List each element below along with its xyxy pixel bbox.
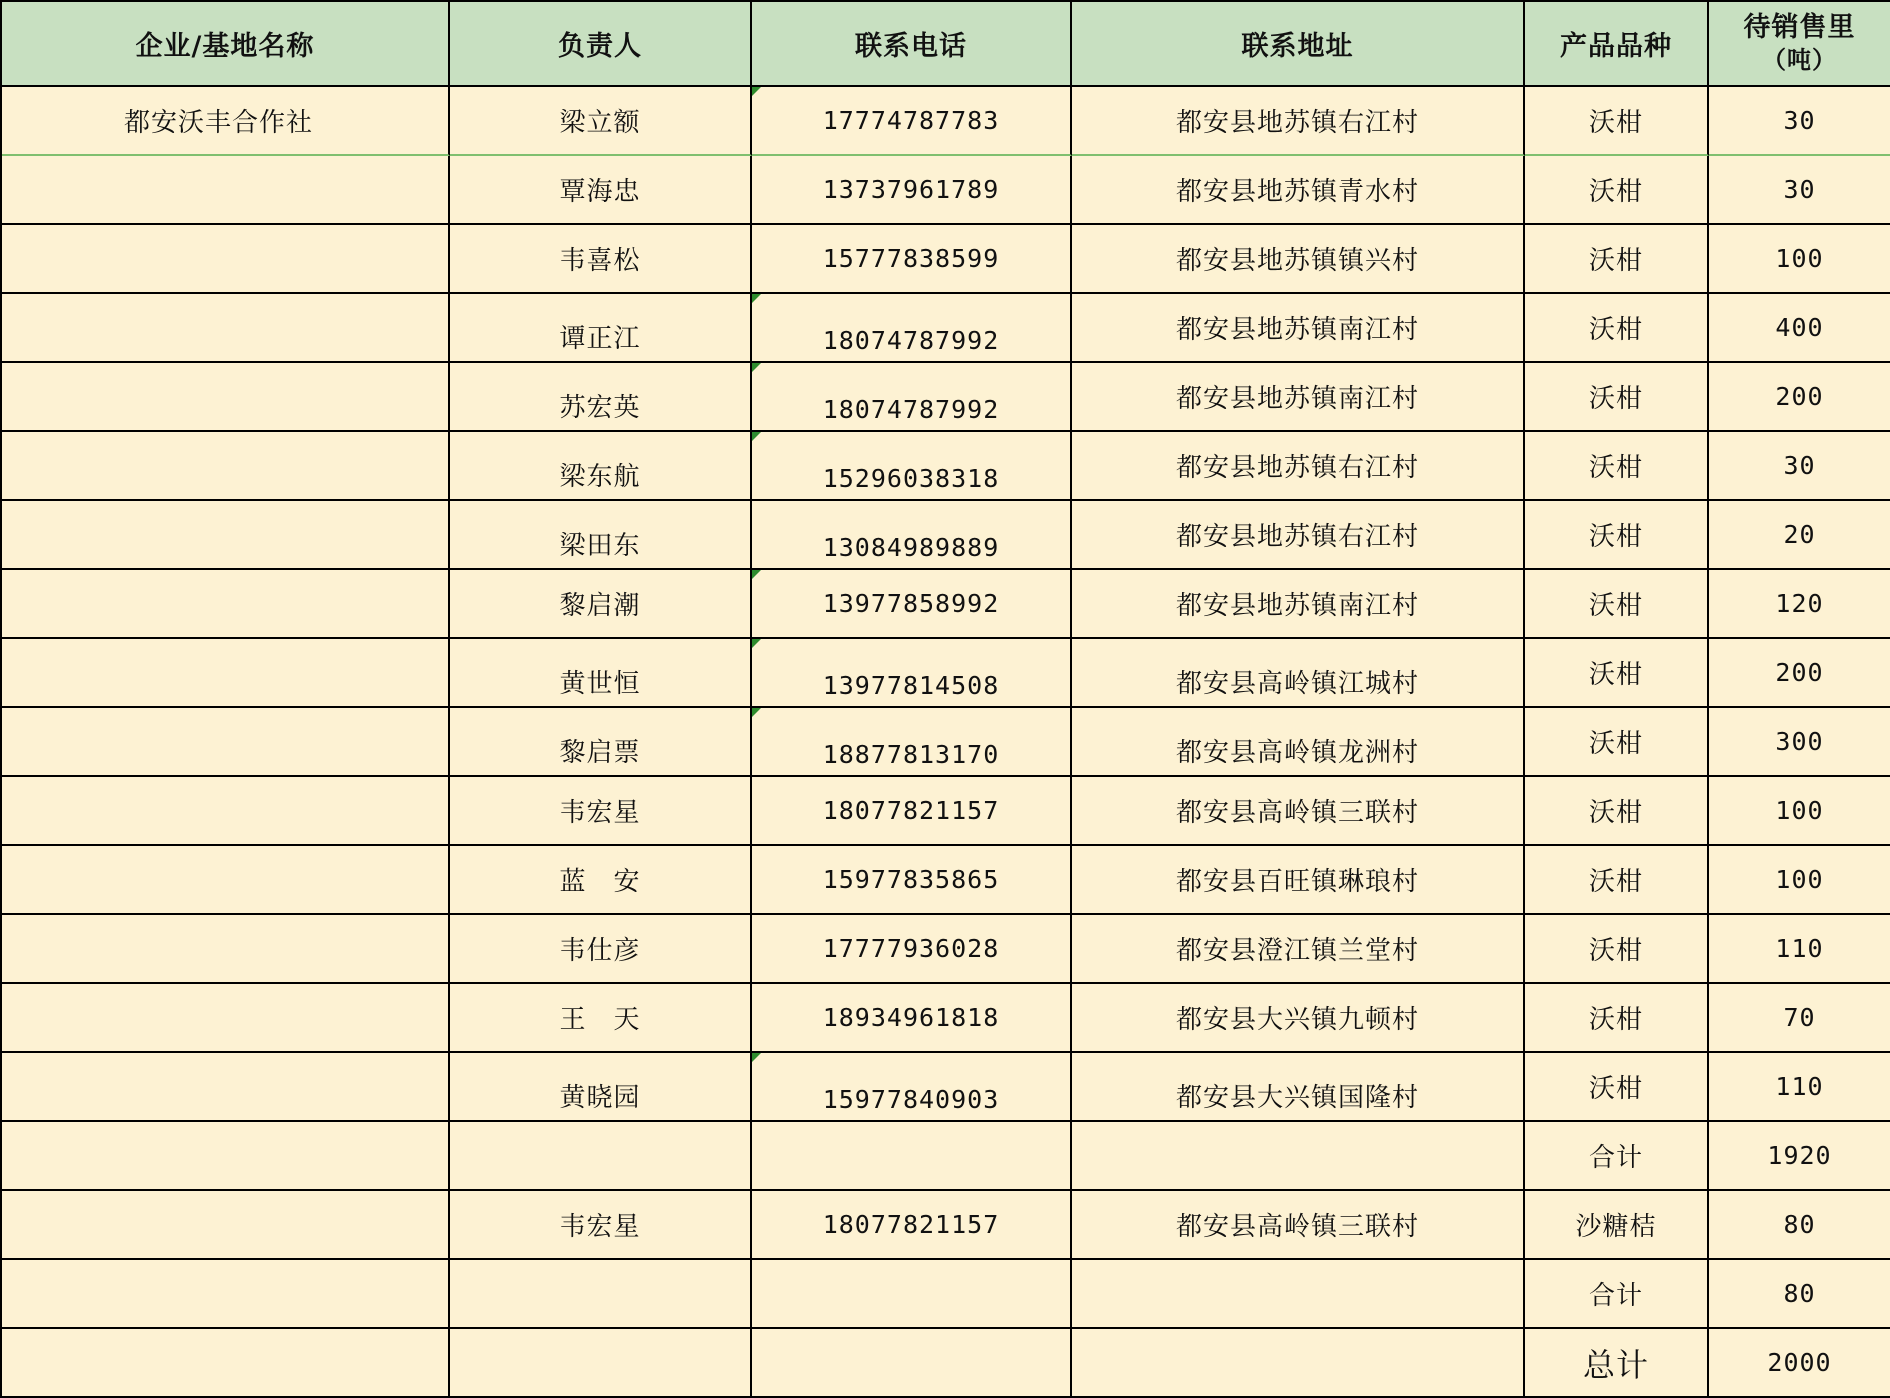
cell-person[interactable]: 黎启票	[450, 708, 752, 777]
cell-product[interactable]: 沃柑	[1525, 87, 1709, 156]
cell-qty[interactable]: 30	[1709, 156, 1890, 225]
cell-org[interactable]	[2, 915, 450, 984]
cell-qty[interactable]: 110	[1709, 1053, 1890, 1122]
cell-phone[interactable]: 15777838599	[752, 225, 1072, 294]
cell-phone[interactable]: 18077821157	[752, 777, 1072, 846]
cell-product[interactable]: 沃柑	[1525, 501, 1709, 570]
cell-phone[interactable]: 13737961789	[752, 156, 1072, 225]
header-org[interactable]: 企业/基地名称	[2, 2, 450, 87]
header-quantity[interactable]	[1709, 2, 1890, 87]
comment-marker-icon	[752, 294, 761, 303]
cell-org[interactable]	[2, 156, 450, 225]
cell-phone[interactable]: 15296038318	[752, 432, 1072, 501]
cell-org[interactable]	[2, 225, 450, 294]
cell-address[interactable]: 都安县地苏镇镇兴村	[1072, 225, 1525, 294]
cell-qty[interactable]: 2000	[1709, 1329, 1890, 1398]
cell-org[interactable]	[2, 1053, 450, 1122]
cell-person[interactable]	[450, 1260, 752, 1329]
cell-qty[interactable]: 1920	[1709, 1122, 1890, 1191]
cell-product[interactable]: 沃柑	[1525, 363, 1709, 432]
cell-product[interactable]: 沃柑	[1525, 1053, 1709, 1122]
cell-address[interactable]: 都安县高岭镇江城村	[1072, 639, 1525, 708]
cell-person[interactable]: 梁田东	[450, 501, 752, 570]
cell-product[interactable]: 沃柑	[1525, 708, 1709, 777]
cell-org[interactable]	[2, 432, 450, 501]
cell-qty[interactable]: 80	[1709, 1260, 1890, 1329]
cell-product[interactable]: 沃柑	[1525, 846, 1709, 915]
cell-qty[interactable]: 30	[1709, 87, 1890, 156]
cell-address[interactable]: 都安县地苏镇右江村	[1072, 432, 1525, 501]
cell-address[interactable]: 都安县高岭镇三联村	[1072, 777, 1525, 846]
comment-marker-icon	[752, 363, 761, 372]
cell-org[interactable]	[2, 294, 450, 363]
cell-org[interactable]	[2, 1329, 450, 1398]
cell-person[interactable]: 苏宏英	[450, 363, 752, 432]
cell-person[interactable]: 韦仕彦	[450, 915, 752, 984]
cell-phone[interactable]: 13084989889	[752, 501, 1072, 570]
cell-address[interactable]	[1072, 1329, 1525, 1398]
cell-person[interactable]: 韦宏星	[450, 1191, 752, 1260]
cell-org[interactable]	[2, 984, 450, 1053]
comment-marker-icon	[752, 708, 761, 717]
cell-qty[interactable]: 100	[1709, 777, 1890, 846]
cell-phone[interactable]	[752, 1329, 1072, 1398]
cell-phone[interactable]: 18877813170	[752, 708, 1072, 777]
cell-product[interactable]: 沙糖桔	[1525, 1191, 1709, 1260]
cell-qty[interactable]: 20	[1709, 501, 1890, 570]
cell-product[interactable]: 沃柑	[1525, 225, 1709, 294]
comment-marker-icon	[752, 432, 761, 441]
header-phone[interactable]: 联系电话	[752, 2, 1072, 87]
cell-org[interactable]	[2, 708, 450, 777]
cell-phone[interactable]: 18074787992	[752, 294, 1072, 363]
cell-org[interactable]	[2, 1191, 450, 1260]
cell-address[interactable]	[1072, 1260, 1525, 1329]
cell-phone[interactable]: 17777936028	[752, 915, 1072, 984]
cell-product[interactable]: 沃柑	[1525, 156, 1709, 225]
cell-org[interactable]	[2, 501, 450, 570]
header-quantity-unit: （吨）	[1762, 45, 1837, 74]
cell-phone[interactable]: 18934961818	[752, 984, 1072, 1053]
cell-product[interactable]: 总计	[1525, 1329, 1709, 1398]
cell-person[interactable]	[450, 1122, 752, 1191]
cell-product[interactable]: 沃柑	[1525, 294, 1709, 363]
cell-phone[interactable]	[752, 1260, 1072, 1329]
cell-person[interactable]: 蓝 安	[450, 846, 752, 915]
comment-marker-icon	[752, 639, 761, 648]
cell-qty[interactable]: 400	[1709, 294, 1890, 363]
cell-address[interactable]: 都安县地苏镇青水村	[1072, 156, 1525, 225]
cell-address[interactable]: 都安县地苏镇右江村	[1072, 87, 1525, 156]
cell-org[interactable]	[2, 639, 450, 708]
cell-phone[interactable]: 15977840903	[752, 1053, 1072, 1122]
cell-qty[interactable]: 80	[1709, 1191, 1890, 1260]
header-address[interactable]: 联系地址	[1072, 2, 1525, 87]
cell-org[interactable]	[2, 777, 450, 846]
cell-person[interactable]: 谭正江	[450, 294, 752, 363]
cell-product[interactable]: 合计	[1525, 1122, 1709, 1191]
comment-marker-icon	[752, 570, 761, 579]
cell-person[interactable]: 黎启潮	[450, 570, 752, 639]
cell-qty[interactable]: 120	[1709, 570, 1890, 639]
cell-org[interactable]	[2, 570, 450, 639]
cell-product[interactable]: 沃柑	[1525, 432, 1709, 501]
cell-qty[interactable]: 100	[1709, 846, 1890, 915]
cell-person[interactable]: 梁东航	[450, 432, 752, 501]
cell-address[interactable]: 都安县高岭镇三联村	[1072, 1191, 1525, 1260]
cell-product[interactable]: 沃柑	[1525, 984, 1709, 1053]
cell-address[interactable]: 都安县澄江镇兰堂村	[1072, 915, 1525, 984]
cell-address[interactable]: 都安县地苏镇南江村	[1072, 570, 1525, 639]
cell-org[interactable]	[2, 1122, 450, 1191]
cell-address[interactable]: 都安县地苏镇右江村	[1072, 501, 1525, 570]
cell-person[interactable]: 黄世恒	[450, 639, 752, 708]
cell-phone[interactable]: 13977858992	[752, 570, 1072, 639]
cell-person[interactable]	[450, 1329, 752, 1398]
cell-qty[interactable]: 300	[1709, 708, 1890, 777]
header-quantity-label: 待销售里	[1743, 11, 1856, 43]
cell-org[interactable]	[2, 846, 450, 915]
cell-phone[interactable]: 15977835865	[752, 846, 1072, 915]
cell-person[interactable]: 梁立额	[450, 87, 752, 156]
header-person[interactable]: 负责人	[450, 2, 752, 87]
cell-qty[interactable]: 70	[1709, 984, 1890, 1053]
comment-marker-icon	[752, 1053, 761, 1062]
cell-address[interactable]: 都安县百旺镇琳琅村	[1072, 846, 1525, 915]
comment-marker-icon	[752, 87, 761, 96]
cell-product[interactable]: 沃柑	[1525, 570, 1709, 639]
cell-phone[interactable]	[752, 1122, 1072, 1191]
cell-phone[interactable]: 18077821157	[752, 1191, 1072, 1260]
cell-person[interactable]: 韦喜松	[450, 225, 752, 294]
cell-org[interactable]	[2, 1260, 450, 1329]
cell-address[interactable]	[1072, 1122, 1525, 1191]
cell-qty[interactable]: 30	[1709, 432, 1890, 501]
cell-address[interactable]: 都安县地苏镇南江村	[1072, 294, 1525, 363]
cell-qty[interactable]: 200	[1709, 639, 1890, 708]
cell-person[interactable]: 覃海忠	[450, 156, 752, 225]
cell-address[interactable]: 都安县大兴镇九顿村	[1072, 984, 1525, 1053]
cell-person[interactable]: 黄晓园	[450, 1053, 752, 1122]
cell-product[interactable]: 沃柑	[1525, 639, 1709, 708]
cell-address[interactable]: 都安县大兴镇国隆村	[1072, 1053, 1525, 1122]
header-product[interactable]: 产品品种	[1525, 2, 1709, 87]
cell-product[interactable]: 沃柑	[1525, 915, 1709, 984]
cell-product[interactable]: 合计	[1525, 1260, 1709, 1329]
cell-qty[interactable]: 100	[1709, 225, 1890, 294]
cell-person[interactable]: 王 天	[450, 984, 752, 1053]
cell-phone[interactable]: 18074787992	[752, 363, 1072, 432]
cell-phone[interactable]: 17774787783	[752, 87, 1072, 156]
cell-person[interactable]: 韦宏星	[450, 777, 752, 846]
cell-org[interactable]	[2, 363, 450, 432]
cell-phone[interactable]: 13977814508	[752, 639, 1072, 708]
cell-org[interactable]: 都安沃丰合作社	[2, 87, 450, 156]
cell-address[interactable]: 都安县高岭镇龙洲村	[1072, 708, 1525, 777]
cell-product[interactable]: 沃柑	[1525, 777, 1709, 846]
cell-qty[interactable]: 110	[1709, 915, 1890, 984]
cell-address[interactable]: 都安县地苏镇南江村	[1072, 363, 1525, 432]
cell-qty[interactable]: 200	[1709, 363, 1890, 432]
